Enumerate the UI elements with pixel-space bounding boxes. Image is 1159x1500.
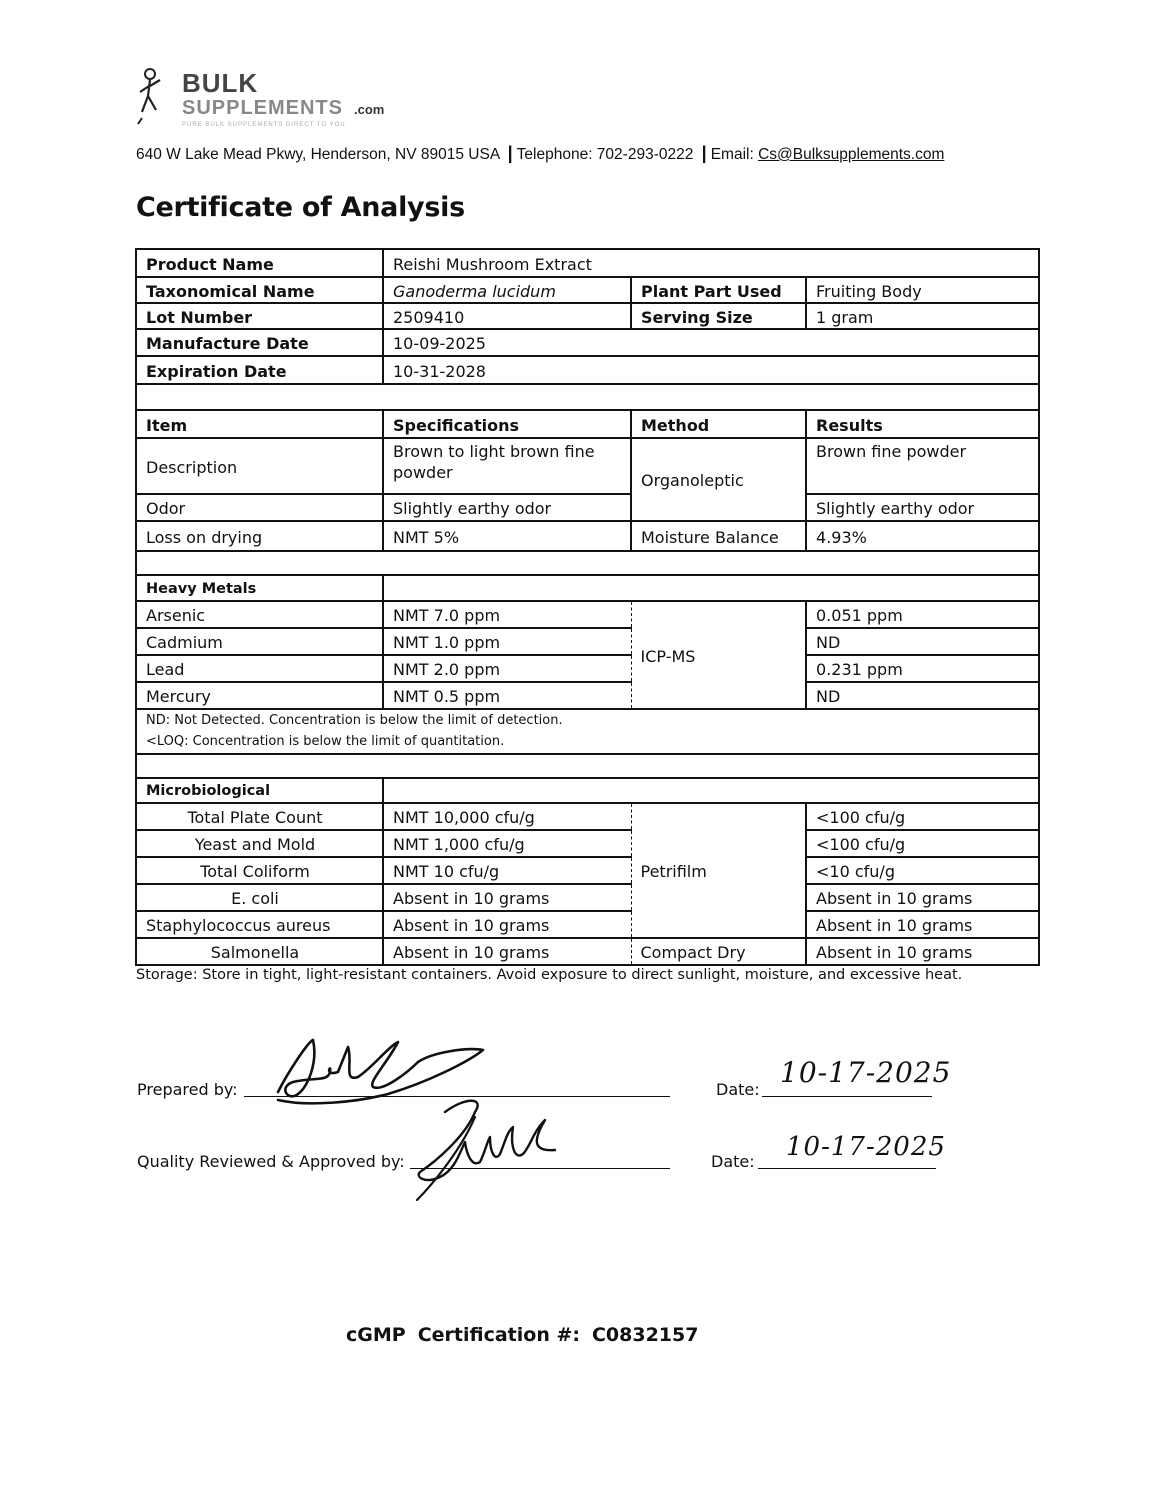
table-row: [136, 911, 1039, 938]
cgmp-label: cGMP: [346, 1324, 406, 1346]
spec-arsenic: NMT 7.0 ppm: [383, 601, 631, 628]
table-row: [136, 803, 1039, 830]
separator: |: [507, 143, 513, 163]
product-name-label: Product Name: [136, 249, 383, 277]
heavy-metals-notes: [136, 709, 1039, 754]
notes-row: [136, 709, 1039, 754]
table-row: [136, 682, 1039, 709]
table-row: [136, 438, 1039, 494]
taxonomical-name-label: Taxonomical Name: [136, 277, 383, 303]
storage-instructions: Storage: Store in tight, light-resistant containers. Avoid exposure to direct sunlight, moisture, and excessive heat.: [136, 967, 963, 983]
column-header-item: Item: [136, 410, 383, 438]
section-header-row: [136, 575, 1039, 601]
table-row: [136, 938, 1039, 965]
plant-part-label: Plant Part Used: [631, 277, 806, 303]
spec-yeast-and-mold: NMT 1,000 cfu/g: [383, 830, 631, 857]
plant-part-value: Fruiting Body: [806, 277, 1039, 303]
table-row: [136, 494, 1039, 521]
prepared-by-label: Prepared by:: [137, 1080, 238, 1099]
result-total-plate-count: <100 cfu/g: [806, 803, 1039, 830]
serving-size-label: Serving Size: [631, 303, 806, 329]
table-row: [136, 303, 1039, 329]
svg-text:BULK: BULK: [182, 68, 259, 98]
page-title: Certificate of Analysis: [136, 192, 465, 223]
spec-loss-on-drying: NMT 5%: [383, 521, 631, 551]
note-loq: <LOQ: Concentration is below the limit of quantitation.: [146, 734, 505, 749]
column-header-method: Method: [631, 410, 806, 438]
lot-number-value: 2509410: [383, 303, 631, 329]
svg-text:.com: .com: [354, 102, 385, 117]
result-staphylococcus-aureus: Absent in 10 grams: [806, 911, 1039, 938]
result-odor: Slightly earthy odor: [806, 494, 1039, 521]
result-lead: 0.231 ppm: [806, 655, 1039, 682]
result-e-coli: Absent in 10 grams: [806, 884, 1039, 911]
prepared-date-value: 10-17-2025: [780, 1056, 952, 1089]
svg-text:SUPPLEMENTS: SUPPLEMENTS: [182, 97, 344, 119]
item-total-plate-count: Total Plate Count: [136, 803, 383, 830]
spec-total-coliform: NMT 10 cfu/g: [383, 857, 631, 884]
approved-date-value: 10-17-2025: [786, 1132, 946, 1162]
spec-salmonella: Absent in 10 grams: [383, 938, 631, 965]
spec-mercury: NMT 0.5 ppm: [383, 682, 631, 709]
result-total-coliform: <10 cfu/g: [806, 857, 1039, 884]
analysis-table: [135, 248, 1040, 966]
expiration-date-value: 10-31-2028: [383, 356, 1039, 384]
table-row: [136, 356, 1039, 384]
item-arsenic: Arsenic: [136, 601, 383, 628]
table-row: [136, 830, 1039, 857]
approved-by-label: Quality Reviewed & Approved by:: [137, 1152, 405, 1171]
table-row: [136, 329, 1039, 356]
approved-signature: [405, 1092, 565, 1202]
method-petrifilm: Petrifilm: [631, 803, 806, 938]
cgmp-certification: [346, 1324, 698, 1346]
expiration-date-label: Expiration Date: [136, 356, 383, 384]
table-row: [136, 884, 1039, 911]
table-row: [136, 857, 1039, 884]
company-contact-line: [136, 143, 1036, 164]
spec-cadmium: NMT 1.0 ppm: [383, 628, 631, 655]
certification-number: C0832157: [591, 1324, 699, 1346]
method-organoleptic: Organoleptic: [631, 438, 806, 521]
heavy-metals-heading: Heavy Metals: [136, 575, 383, 601]
spacer-row: [136, 551, 1039, 575]
column-header-results: Results: [806, 410, 1039, 438]
certification-label: Certification #:: [417, 1324, 580, 1346]
manufacture-date-label: Manufacture Date: [136, 329, 383, 356]
item-staphylococcus-aureus: Staphylococcus aureus: [136, 911, 383, 938]
spec-odor: Slightly earthy odor: [383, 494, 631, 521]
prepared-date-label: Date:: [716, 1080, 760, 1099]
result-salmonella: Absent in 10 grams: [806, 938, 1039, 965]
item-odor: Odor: [136, 494, 383, 521]
table-row: [136, 249, 1039, 277]
spec-staphylococcus-aureus: Absent in 10 grams: [383, 911, 631, 938]
table-row: [136, 655, 1039, 682]
serving-size-value: 1 gram: [806, 303, 1039, 329]
email-label: Email:: [710, 146, 759, 163]
table-row: [136, 521, 1039, 551]
table-row: [136, 628, 1039, 655]
spacer-row: [136, 754, 1039, 778]
item-total-coliform: Total Coliform: [136, 857, 383, 884]
section-header-row: [136, 778, 1039, 803]
company-logo: [136, 66, 416, 132]
svg-text:PURE BULK SUPPLEMENTS DIRECT T: PURE BULK SUPPLEMENTS DIRECT TO YOU: [182, 122, 346, 128]
taxonomical-name-value: Ganoderma lucidum: [383, 277, 631, 303]
result-yeast-and-mold: <100 cfu/g: [806, 830, 1039, 857]
method-compact-dry: Compact Dry: [631, 938, 806, 965]
email-link[interactable]: Cs@Bulksupplements.com: [758, 146, 945, 163]
company-phone: Telephone: 702-293-0222: [516, 146, 694, 163]
spec-total-plate-count: NMT 10,000 cfu/g: [383, 803, 631, 830]
microbiological-heading: Microbiological: [136, 778, 383, 803]
manufacture-date-value: 10-09-2025: [383, 329, 1039, 356]
spec-lead: NMT 2.0 ppm: [383, 655, 631, 682]
column-header-row: [136, 410, 1039, 438]
result-cadmium: ND: [806, 628, 1039, 655]
company-address: 640 W Lake Mead Pkwy, Henderson, NV 89015 USA: [136, 146, 500, 163]
product-name-value: Reishi Mushroom Extract: [383, 249, 1039, 277]
table-row: [136, 277, 1039, 303]
result-description: Brown fine powder: [806, 438, 1039, 494]
item-salmonella: Salmonella: [136, 938, 383, 965]
item-cadmium: Cadmium: [136, 628, 383, 655]
result-mercury: ND: [806, 682, 1039, 709]
result-arsenic: 0.051 ppm: [806, 601, 1039, 628]
separator: |: [701, 143, 707, 163]
spacer-row: [136, 384, 1039, 410]
item-mercury: Mercury: [136, 682, 383, 709]
prepared-date-line: [762, 1096, 932, 1097]
table-row: [136, 601, 1039, 628]
result-loss-on-drying: 4.93%: [806, 521, 1039, 551]
item-yeast-and-mold: Yeast and Mold: [136, 830, 383, 857]
lot-number-label: Lot Number: [136, 303, 383, 329]
note-not-detected: ND: Not Detected. Concentration is below the limit of detection.: [146, 713, 563, 728]
item-lead: Lead: [136, 655, 383, 682]
approved-date-label: Date:: [711, 1152, 755, 1171]
method-moisture-balance: Moisture Balance: [631, 521, 806, 551]
logo-graphic: [136, 66, 416, 132]
method-icp-ms: ICP-MS: [631, 601, 806, 709]
item-loss-on-drying: Loss on drying: [136, 521, 383, 551]
spec-e-coli: Absent in 10 grams: [383, 884, 631, 911]
spec-description: Brown to light brown fine powder: [383, 438, 631, 494]
item-description: Description: [136, 438, 383, 494]
item-e-coli: E. coli: [136, 884, 383, 911]
column-header-specifications: Specifications: [383, 410, 631, 438]
approved-date-line: [758, 1168, 936, 1169]
